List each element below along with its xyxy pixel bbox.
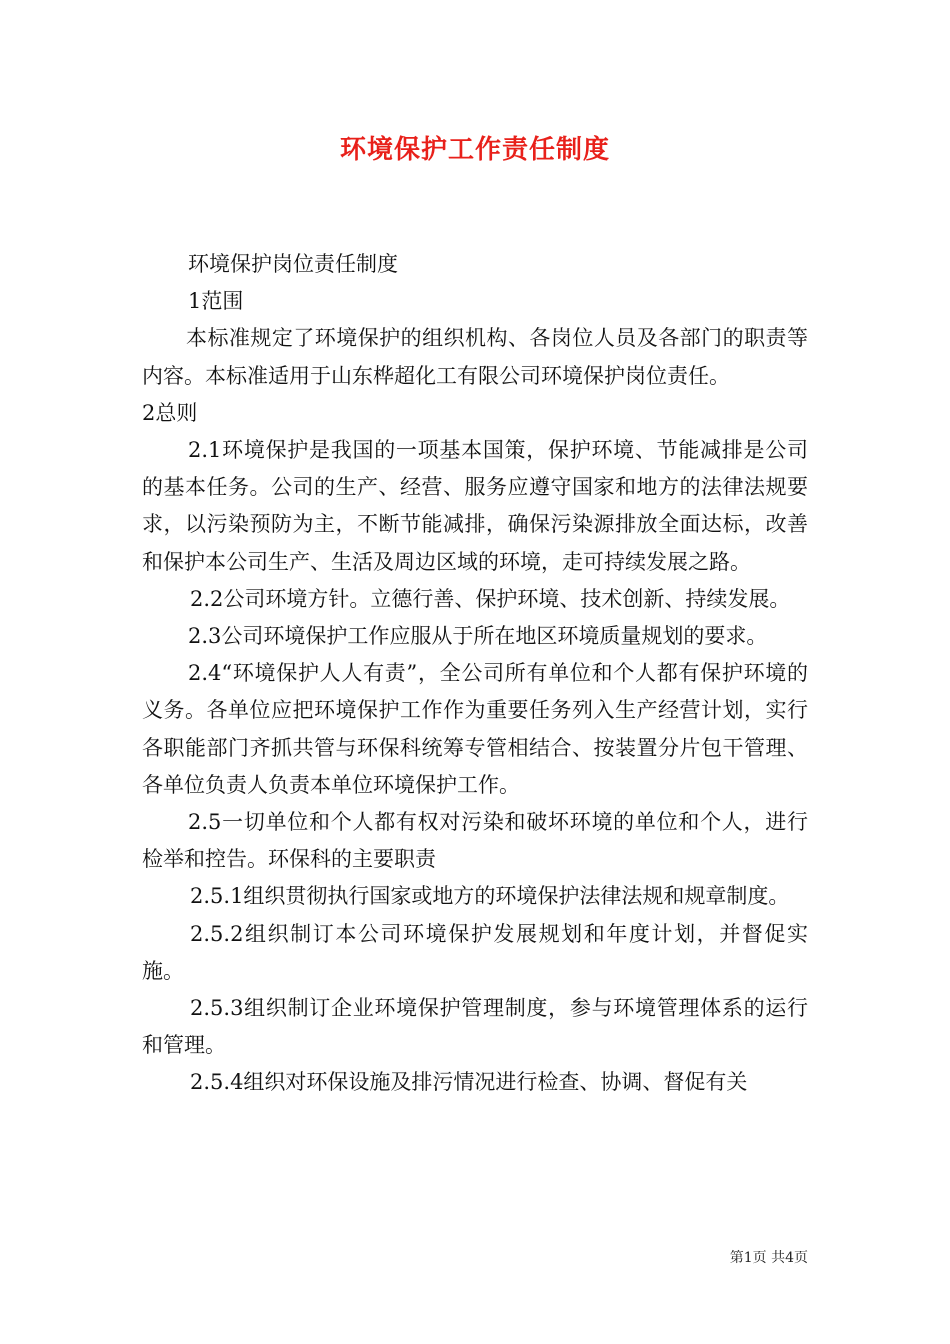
document-body <box>142 246 808 1102</box>
paragraph-2-4: 2.4“环境保护人人有责”，全公司所有单位和个人都有保护环境的义务。各单位应把环境保护工作作为重要任务列入生产经营计划，实行各职能部门齐抓共管与环保科统筹专管相结合、按装置分片包干管理、各单位负责人负责本单位环境保护工作。 <box>142 661 808 797</box>
paragraph-2-5-1: 2.5.1组织贯彻执行国家或地方的环境保护法律法规和规章制度。 <box>190 884 790 909</box>
paragraph-2-3: 2.3公司环境保护工作应服从于所在地区环境质量规划的要求。 <box>188 624 768 649</box>
paragraph-2-5-3: 2.5.3组织制订企业环境保护管理制度，参与环境管理体系的运行和管理。 <box>142 996 808 1058</box>
document-title: 环境保护工作责任制度 <box>339 135 610 165</box>
paragraph-2-2: 2.2公司环境方针。立德行善、保护环境、技术创新、持续发展。 <box>190 586 791 611</box>
paragraph-2-5-2: 2.5.2组织制订本公司环境保护发展规划和年度计划，并督促实施。 <box>142 921 808 983</box>
paragraph-2-5: 2.5一切单位和个人都有权对污染和破坏环境的单位和个人，进行检举和控告。环保科的主要职责 <box>142 810 808 872</box>
page-number-footer: 第1页 共4页 <box>729 1250 808 1266</box>
paragraph-section-2: 2总则 <box>142 400 198 425</box>
paragraph-2-1: 2.1环境保护是我国的一项基本国策，保护环境、节能减排是公司的基本任务。公司的生产、经营、服务应遵守国家和地方的法律法规要求，以污染预防为主，不断节能减排，确保污染源排放全面达标，改善和保护本公司生产、生活及周边区域的环境，走可持续发展之路。 <box>142 438 808 574</box>
paragraph-section-1: 1范围 <box>188 289 244 314</box>
paragraph-heading: 环境保护岗位责任制度 <box>188 252 398 276</box>
paragraph-2-5-4: 2.5.4组织对环保设施及排污情况进行检查、协调、督促有关 <box>190 1070 748 1095</box>
paragraph-scope: 本标准规定了环境保护的组织机构、各岗位人员及各部门的职责等内容。本标准适用于山东桦超化工有限公司环境保护岗位责任。 <box>142 326 808 388</box>
